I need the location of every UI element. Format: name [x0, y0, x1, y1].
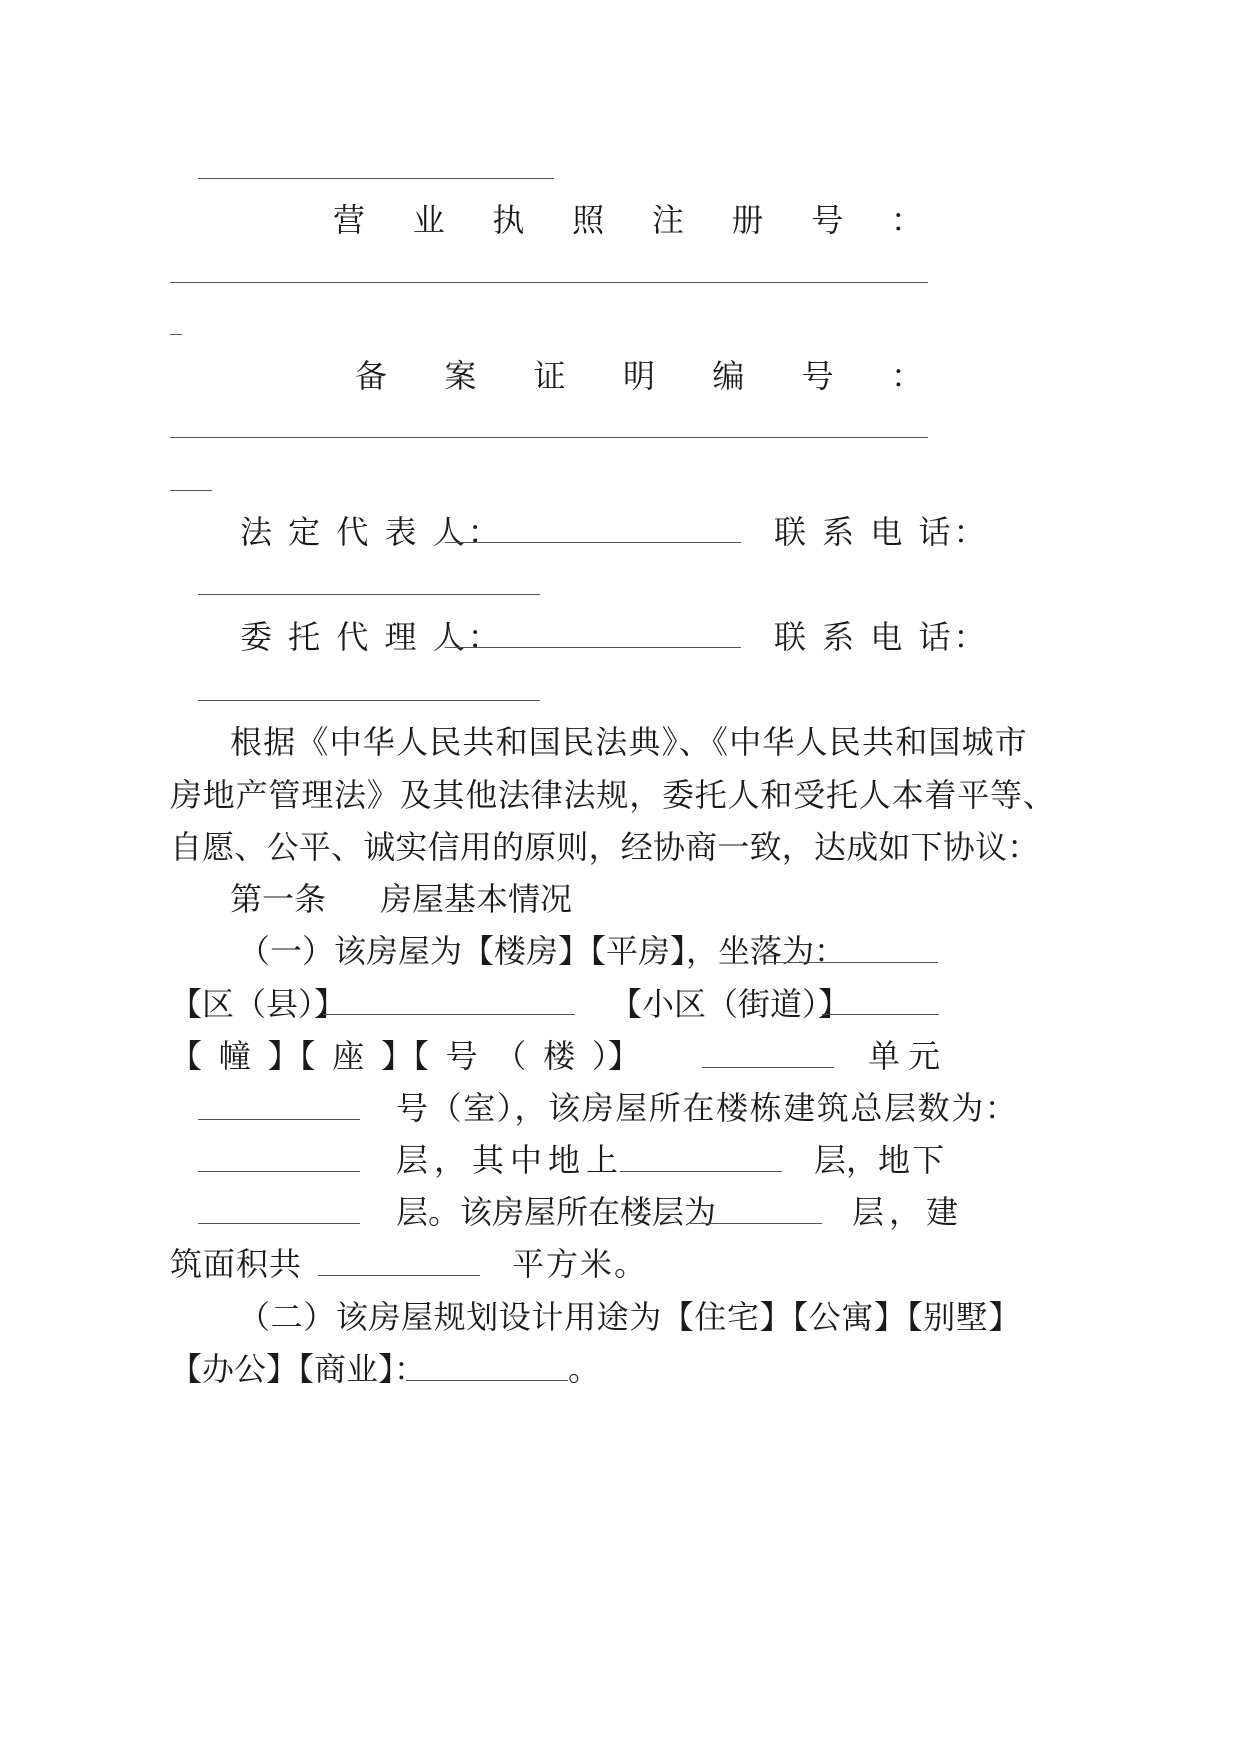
label-char: 楼: [543, 1037, 576, 1075]
district-label: 【区（县）】: [170, 985, 347, 1023]
label-char: 单: [868, 1037, 901, 1075]
label-char: 执: [492, 201, 525, 239]
article-number: 第一条: [230, 880, 327, 918]
floor-suffix: 层，建: [852, 1193, 964, 1231]
preamble-line: [230, 722, 1029, 762]
label-char: 号: [811, 201, 844, 239]
filing-number-blank: [170, 437, 928, 438]
agent-label: 委 托 代 理 人：: [240, 618, 503, 656]
legal-rep-label: 法 定 代 表 人：: [240, 513, 503, 551]
location-blank: [766, 962, 938, 963]
preamble-line: 自愿、公平、诚实信用的原则，经协商一致，达成如下协议：: [170, 828, 1040, 866]
legal-rep-phone-label: 联 系 电 话：: [774, 513, 989, 551]
label-char: 号: [445, 1037, 478, 1075]
room-total-label: 号（室），该房屋所在楼栋建筑总层数为：: [396, 1089, 1019, 1127]
unit-label: [868, 1036, 940, 1076]
label-char: 备: [355, 357, 388, 395]
label-char: 册: [731, 201, 764, 239]
floor-blank: [690, 1223, 822, 1224]
agent-phone-label: 联 系 电 话：: [774, 618, 989, 656]
community-label: 【小区（街道）】: [610, 985, 851, 1023]
label-char: 座: [332, 1037, 365, 1075]
legal-rep-blank: [445, 542, 741, 543]
agent-phone-blank: [198, 700, 540, 701]
community-blank: [822, 1014, 939, 1015]
clause2-line2: 【办公】【商业】：: [170, 1350, 427, 1388]
building-label: [170, 1036, 640, 1076]
clause1-line1: （一）该房屋为【楼房】【平房】，坐落为：: [238, 932, 847, 970]
label-char: 【: [170, 1037, 203, 1075]
label-char: 证: [533, 357, 566, 395]
label-char: 】【: [267, 1037, 316, 1075]
filing-number-blank-tail: [170, 490, 212, 491]
agent-blank: [445, 647, 741, 648]
room-blank: [198, 1119, 360, 1120]
label-char: 业: [412, 201, 445, 239]
label-char: （: [494, 1037, 527, 1075]
label-char: 幢: [218, 1037, 251, 1075]
label-char: 营: [333, 201, 366, 239]
total-floors-blank: [198, 1171, 360, 1172]
area-label: 筑面积共: [170, 1245, 303, 1283]
below-ground-blank: [198, 1223, 360, 1224]
license-number-blank: [170, 282, 928, 283]
district-blank: [323, 1014, 575, 1015]
label-char: ：: [890, 357, 923, 395]
license-number-blank-tail: [170, 334, 182, 335]
usage-blank: [406, 1380, 568, 1381]
above-ground-label: 层，其中地上: [396, 1141, 625, 1179]
preamble-line: 房地产管理法》及其他法律法规，委托人和受托人本着平等、: [170, 776, 1056, 814]
filing-number-label: [355, 356, 923, 396]
label-char: 注: [651, 201, 684, 239]
clause2-line1: （二）该房屋规划设计用途为【住宅】【公寓】【别墅】: [238, 1298, 1022, 1336]
label-char: 编: [712, 357, 745, 395]
label-char: ：: [890, 201, 923, 239]
legal-rep-phone-blank: [198, 594, 540, 595]
label-char: 元: [907, 1037, 940, 1075]
label-char: 号: [801, 357, 834, 395]
preamble-text: 根据《中华人民共和国民法典》、《中华人民共和国城市: [230, 723, 1029, 761]
area-blank: [318, 1275, 480, 1276]
label-char: 案: [444, 357, 477, 395]
clause2-end: 。: [568, 1350, 601, 1388]
floor-label: 层。该房屋所在楼层为: [396, 1193, 717, 1231]
label-char: ）】: [591, 1037, 640, 1075]
blank-line: [198, 178, 554, 179]
below-ground-label: 地下: [878, 1141, 947, 1179]
below-ground-comma: 层，: [814, 1141, 879, 1179]
label-char: 】【: [380, 1037, 429, 1075]
area-unit: 平方米。: [512, 1245, 649, 1283]
article-heading: 房屋基本情况: [380, 880, 573, 918]
label-char: 明: [622, 357, 655, 395]
license-number-label: [333, 200, 923, 240]
label-char: 照: [572, 201, 605, 239]
above-ground-blank: [620, 1171, 782, 1172]
building-blank: [702, 1067, 834, 1068]
